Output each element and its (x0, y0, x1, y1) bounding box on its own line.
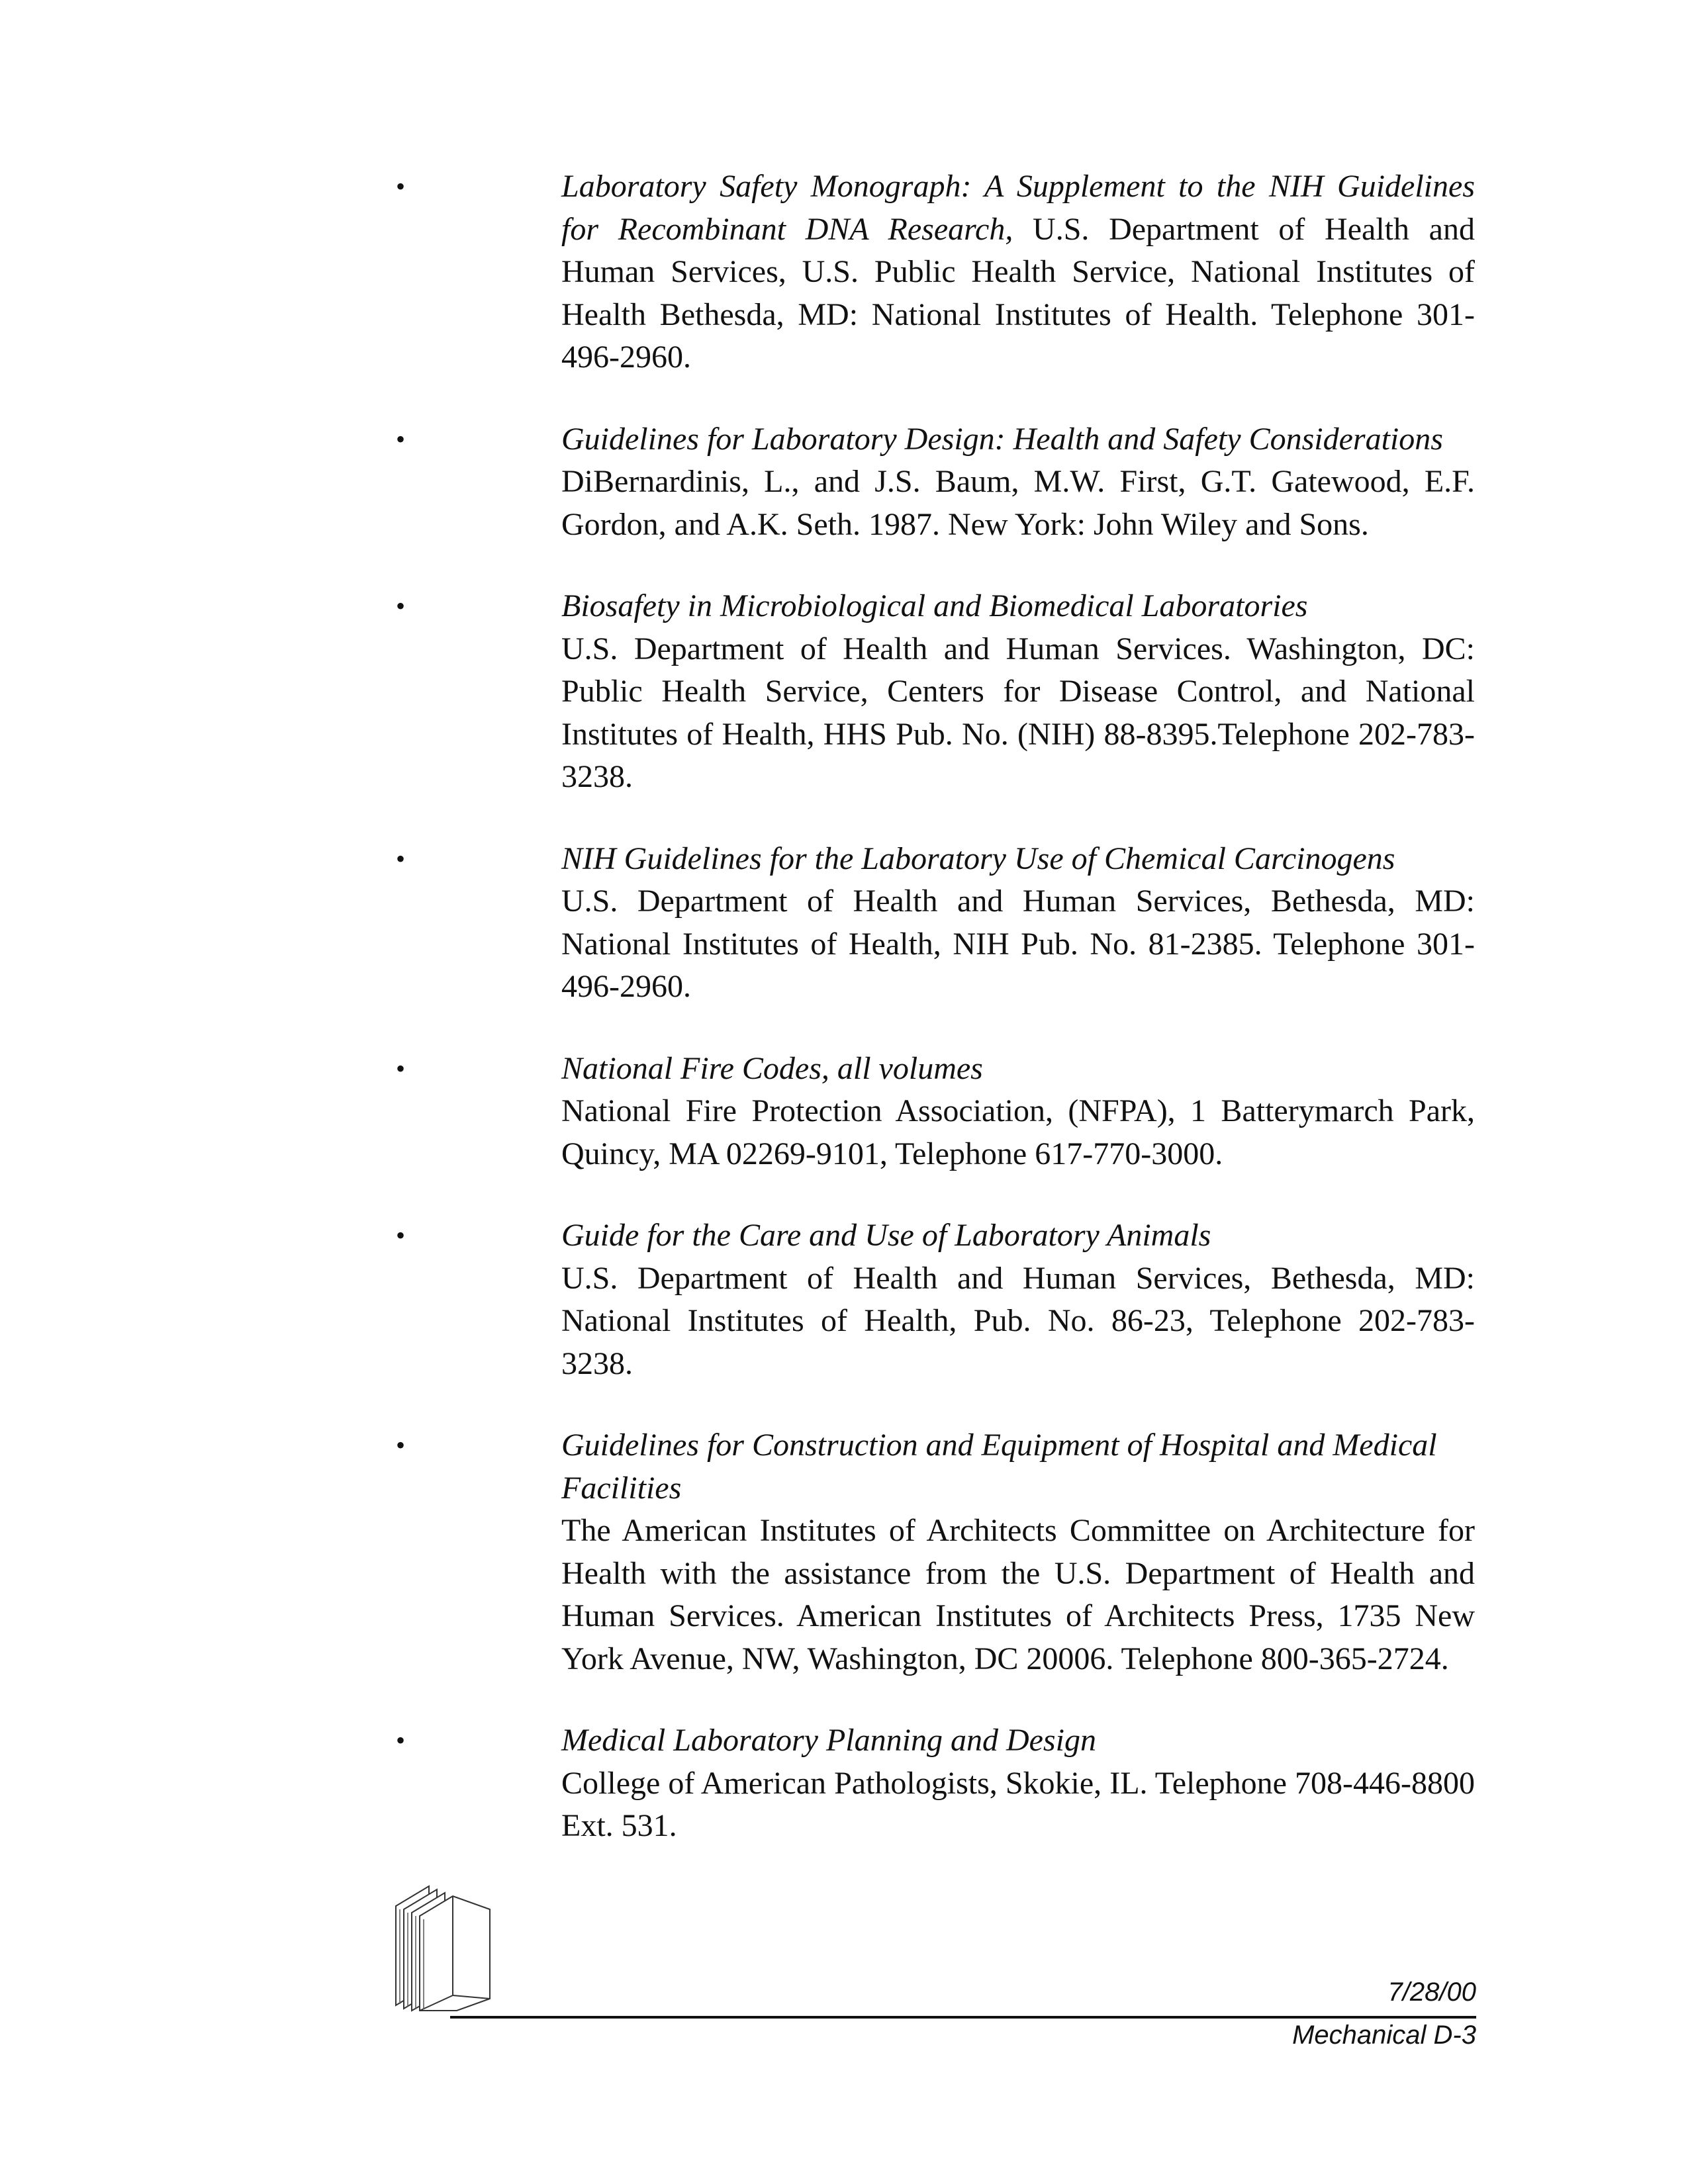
reference-list (389, 165, 1475, 1887)
reference-item (389, 1424, 1475, 1680)
reference-details: The American Institutes of Architects Committee on Architecture for Health with the assistance from the U.S. Department of Health and Human Services. American Institutes of Architects Press, 1735 New York Avenue, NW, Washington, DC 20006. Telephone 800-365-2724. (561, 1513, 1475, 1676)
reference-details: U.S. Department of Health and Human Services, Bethesda, MD: National Institutes of Health, Pub. No. 86-23, Telephone 202-783-3238. (561, 1260, 1475, 1381)
bullet-icon: • (396, 171, 406, 201)
reference-item (389, 165, 1475, 379)
reference-item (389, 585, 1475, 799)
reference-title: National Fire Codes, all volumes (561, 1050, 983, 1086)
reference-title: Laboratory Safety Monograph: A Supplement to the NIH Guidelines for Recombinant DNA Research, (561, 169, 1475, 247)
reference-entry (561, 165, 1475, 379)
bullet-icon: • (396, 591, 406, 621)
reference-details: College of American Pathologists, Skokie, IL. Telephone 708-446-8800 Ext. 531. (561, 1765, 1475, 1843)
book-stack-icon (391, 1880, 496, 2012)
footer-page-label: Mechanical D-3 (1292, 2021, 1476, 2050)
reference-item (389, 1048, 1475, 1176)
reference-details: U.S. Department of Health and Human Services, Bethesda, MD: National Institutes of Health, NIH Pub. No. 81-2385. Telephone 301-496-2960. (561, 884, 1475, 1004)
reference-title: Guidelines for Laboratory Design: Health and Safety Considerations (561, 421, 1443, 457)
reference-title: Medical Laboratory Planning and Design (561, 1723, 1096, 1758)
reference-details: DiBernardinis, L., and J.S. Baum, M.W. First, G.T. Gatewood, E.F. Gordon, and A.K. Seth. 1987. New York: John Wiley and Sons. (561, 464, 1475, 542)
reference-item (389, 1214, 1475, 1385)
footer-date: 7/28/00 (1387, 1978, 1476, 2007)
reference-item (389, 838, 1475, 1009)
bullet-icon: • (396, 843, 406, 874)
reference-item (389, 418, 1475, 547)
bullet-icon: • (396, 424, 406, 454)
reference-title: Guide for the Care and Use of Laboratory Animals (561, 1218, 1211, 1253)
bullet-icon: • (396, 1053, 406, 1083)
bullet-icon: • (396, 1220, 406, 1250)
reference-title: Guidelines for Construction and Equipment of Hospital and Medical Facilities (561, 1428, 1437, 1506)
reference-title: Biosafety in Microbiological and Biomedical Laboratories (561, 588, 1308, 623)
reference-item (389, 1719, 1475, 1848)
bullet-icon: • (396, 1725, 406, 1755)
reference-details: U.S. Department of Health and Human Services, U.S. Public Health Service, National Institutes of Health Bethesda, MD: National Institutes of Health. Telephone 301-496-2960. (561, 211, 1475, 375)
reference-details: U.S. Department of Health and Human Services. Washington, DC: Public Health Service, Centers for Disease Control, and National Institutes of Health, HHS Pub. No. (NIH) 88-8395.Telephone 202-783-3238. (561, 631, 1475, 794)
bullet-icon: • (396, 1430, 406, 1460)
reference-details: National Fire Protection Association, (NFPA), 1 Batterymarch Park, Quincy, MA 02269-9101, Telephone 617-770-3000. (561, 1093, 1475, 1171)
reference-title: NIH Guidelines for the Laboratory Use of Chemical Carcinogens (561, 841, 1395, 876)
